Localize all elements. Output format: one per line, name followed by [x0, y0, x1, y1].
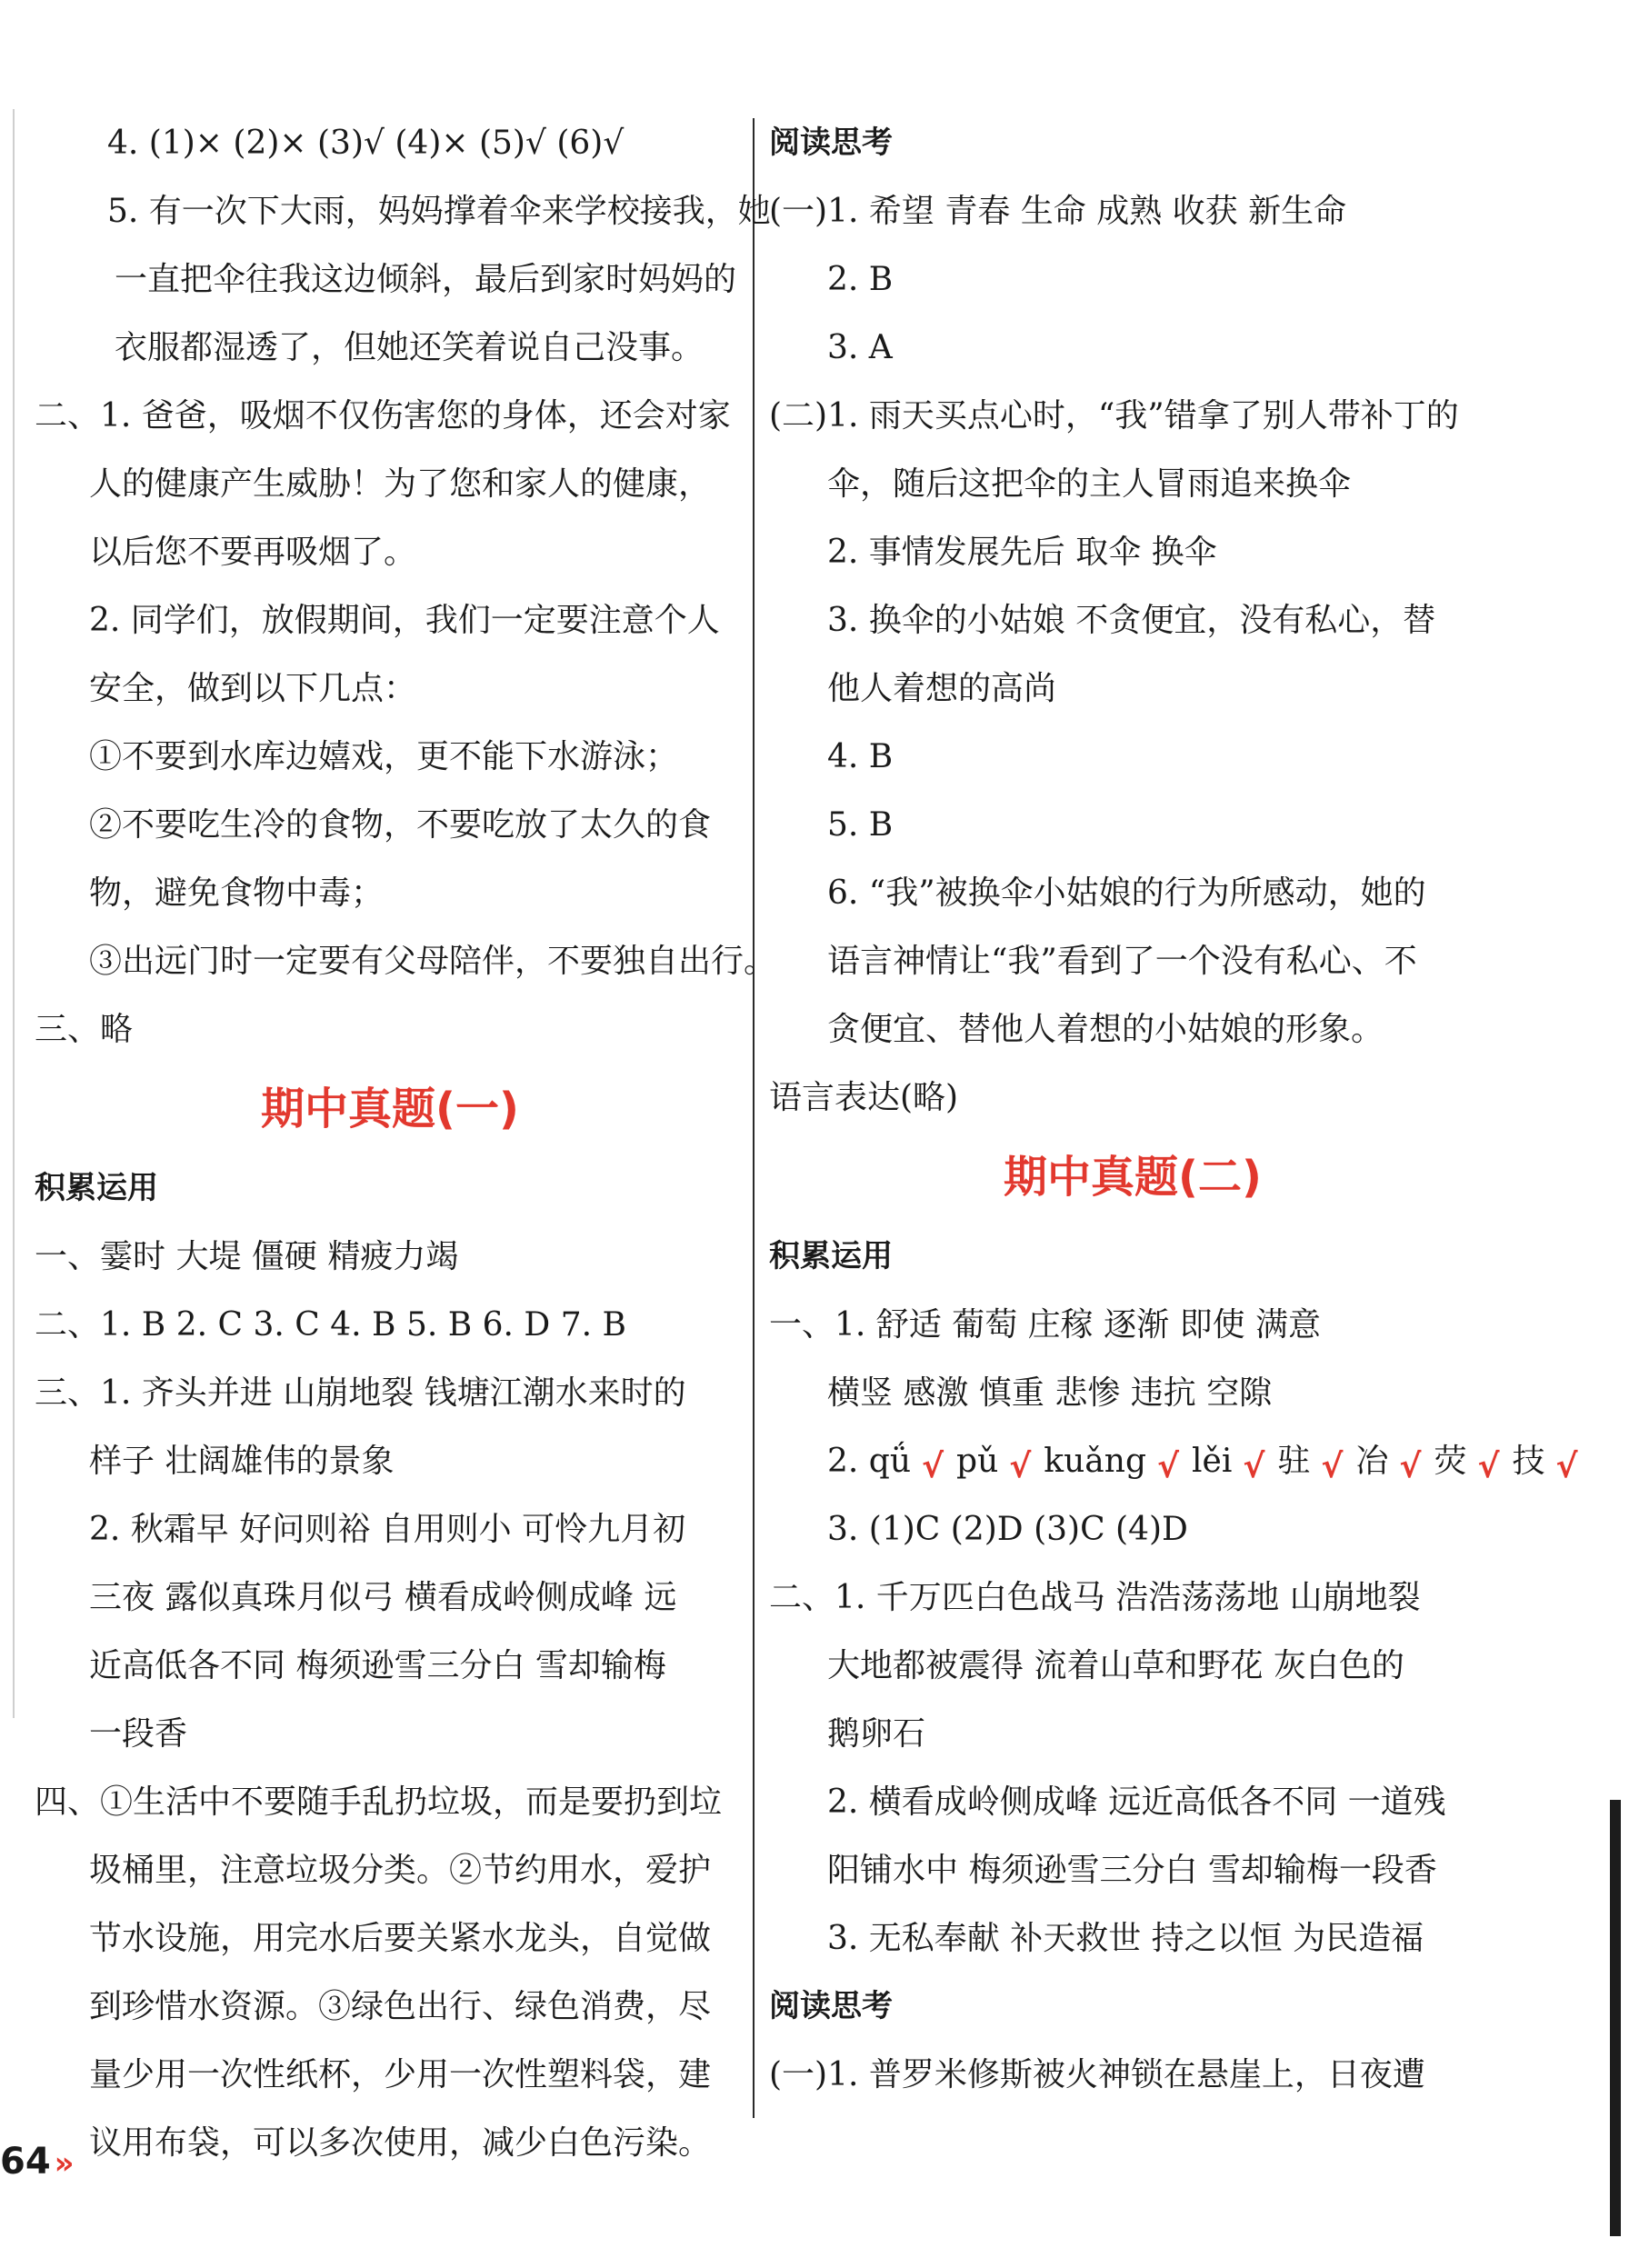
midterm-title-1: 期中真题(一) — [261, 1084, 519, 1134]
pinyin-item: 驻 — [1277, 1443, 1311, 1480]
pinyin-items — [868, 1443, 1591, 1485]
answer-line: 5. B — [827, 806, 894, 844]
page-number-text: 64 — [0, 2141, 51, 2183]
answer-line: 大地都被震得 流着山草和野花 灰白色的 — [827, 1647, 1404, 1684]
right-answer-block-2a — [769, 1291, 1496, 1427]
left-answer-block — [35, 109, 777, 1064]
answer-line: 2. B — [827, 261, 894, 298]
check-mark-icon: √ — [1243, 1448, 1265, 1485]
check-mark-icon: √ — [922, 1448, 944, 1485]
answer-line: ①不要到水库边嬉戏，更不能下水游泳； — [89, 738, 679, 775]
check-mark-icon: √ — [1399, 1448, 1422, 1485]
answer-line: 阳铺水中 梅须逊雪三分白 雪却输梅一段香 — [827, 1852, 1437, 1889]
right-answer-block-2b — [769, 1495, 1496, 1973]
pinyin-item: 技 — [1512, 1443, 1545, 1480]
answer-line: 6. “我”被换伞小姑娘的行为所感动，她的 — [827, 874, 1426, 912]
answer-line: 圾桶里，注意垃圾分类。②节约用水，爱护 — [89, 1852, 712, 1889]
answer-line: 2. 秋霜早 好问则裕 自用则小 可怜九月初 — [89, 1511, 686, 1548]
check-mark-icon: √ — [1157, 1448, 1180, 1485]
answer-line: 5. 有一次下大雨，妈妈撑着伞来学校接我，她 — [107, 193, 771, 230]
answer-line: 四、①生活中不要随手乱扔垃圾，而是要扔到垃 — [35, 1783, 723, 1821]
answer-line: 伞，随后这把伞的主人冒雨追来换伞 — [827, 465, 1352, 503]
section-heading-reading-2: 阅读思考 — [769, 1988, 893, 2024]
answer-line: 一直把伞往我这边倾斜，最后到家时妈妈的 — [115, 261, 737, 298]
page-edge-right — [1610, 1800, 1621, 2236]
answer-line: 语言神情让“我”看到了一个没有私心、不 — [827, 943, 1417, 980]
answer-line: 衣服都湿透了，但她还笑着说自己没事。 — [115, 329, 705, 366]
answer-line: 4. (1)× (2)× (3)√ (4)× (5)√ (6)√ — [107, 125, 625, 162]
answer-line: 横竖 感激 慎重 悲惨 违抗 空隙 — [827, 1374, 1273, 1412]
answer-line: 4. B — [827, 738, 894, 775]
answer-line: 到珍惜水资源。③绿色出行、绿色消费，尽 — [89, 1988, 712, 2025]
pinyin-item: 冶 — [1355, 1443, 1389, 1480]
section-heading-accumulation-2: 积累运用 — [769, 1238, 893, 1274]
left-column — [35, 109, 777, 2177]
check-mark-icon: √ — [1555, 1448, 1578, 1485]
right-column — [769, 109, 1578, 2109]
pinyin-item: kuǎng — [1044, 1443, 1146, 1480]
pinyin-item: 荧 — [1434, 1443, 1467, 1480]
section-heading-reading: 阅读思考 — [769, 125, 893, 161]
answer-line: 3. 换伞的小姑娘 不贪便宜，没有私心，替 — [827, 602, 1436, 639]
answer-line: 二、1. 千万匹白色战马 浩浩荡荡地 山崩地裂 — [769, 1579, 1421, 1616]
answer-line: 三、略 — [35, 1011, 134, 1048]
answer-line: 样子 壮阔雄伟的景象 — [89, 1443, 395, 1480]
answer-line: 3. (1)C (2)D (3)C (4)D — [827, 1511, 1188, 1548]
answer-line: 一、1. 舒适 葡萄 庄稼 逐渐 即使 满意 — [769, 1306, 1322, 1344]
answer-line: (一)1. 希望 青春 生命 成熟 收获 新生命 — [769, 193, 1347, 230]
pinyin-item: pǔ — [956, 1443, 999, 1480]
answer-line: 他人着想的高尚 — [827, 670, 1057, 707]
answer-line: 3. A — [827, 329, 893, 366]
answer-line: 物，避免食物中毒； — [89, 874, 385, 912]
answer-line: 三、1. 齐头并进 山崩地裂 钱塘江潮水来时的 — [35, 1374, 686, 1412]
answer-line: (二)1. 雨天买点心时，“我”错拿了别人带补丁的 — [769, 397, 1459, 435]
page-number — [0, 2141, 75, 2183]
check-mark-icon: √ — [1009, 1448, 1032, 1485]
answer-line: 2. 同学们，放假期间，我们一定要注意个人 — [89, 602, 720, 639]
answer-line: 2. 事情发展先后 取伞 换伞 — [827, 534, 1217, 571]
answer-line: 二、1. 爸爸，吸烟不仅伤害您的身体，还会对家 — [35, 397, 731, 435]
check-mark-icon: √ — [1321, 1448, 1344, 1485]
answer-line: 安全，做到以下几点： — [89, 670, 417, 707]
answer-line: 二、1. B 2. C 3. C 4. B 5. B 6. D 7. B — [35, 1306, 626, 1344]
right-answer-block — [769, 177, 1496, 1064]
pinyin-line — [769, 1427, 1578, 1495]
page-arrow-icon: » — [54, 2145, 75, 2182]
answer-line: 一、霎时 大堤 僵硬 精疲力竭 — [35, 1238, 459, 1275]
answer-line: 贪便宜、替他人着想的小姑娘的形象。 — [827, 1011, 1384, 1048]
answer-line: 3. 无私奉献 补天救世 持之以恒 为民造福 — [827, 1920, 1424, 1957]
pinyin-item: lěi — [1192, 1443, 1233, 1480]
answer-line: 议用布袋，可以多次使用，减少白色污染。 — [89, 2124, 712, 2162]
last-answer-line: (一)1. 普罗米修斯被火神锁在悬崖上，日夜遭 — [769, 2056, 1425, 2093]
midterm-title-2: 期中真题(二) — [1004, 1152, 1262, 1203]
answer-line: 2. 横看成岭侧成峰 远近高低各不同 一道残 — [827, 1783, 1446, 1821]
section-heading-accumulation: 积累运用 — [35, 1170, 158, 1206]
answer-line: 人的健康产生威胁！为了您和家人的健康， — [89, 465, 712, 503]
left-answer-block-2 — [35, 1223, 745, 2177]
answer-line: ②不要吃生冷的食物，不要吃放了太久的食 — [89, 806, 712, 844]
answer-line: 一段香 — [89, 1715, 188, 1753]
page-edge-left — [13, 109, 15, 1718]
answer-line: ③出远门时一定要有父母陪伴，不要独自出行。 — [89, 943, 777, 980]
pinyin-item: qǘ — [868, 1443, 912, 1480]
expression-line: 语言表达(略) — [769, 1079, 959, 1116]
check-mark-icon: √ — [1477, 1448, 1500, 1485]
answer-line: 节水设施，用完水后要关紧水龙头，自觉做 — [89, 1920, 712, 1957]
answer-line: 鹅卵石 — [827, 1715, 926, 1753]
pinyin-prefix: 2. — [827, 1443, 869, 1480]
answer-line: 三夜 露似真珠月似弓 横看成岭侧成峰 远 — [89, 1579, 677, 1616]
answer-line: 以后您不要再吸烟了。 — [89, 534, 417, 571]
answer-line: 近高低各不同 梅须逊雪三分白 雪却输梅 — [89, 1647, 666, 1684]
column-divider — [753, 118, 755, 2118]
answer-line: 量少用一次性纸杯，少用一次性塑料袋，建 — [89, 2056, 712, 2093]
